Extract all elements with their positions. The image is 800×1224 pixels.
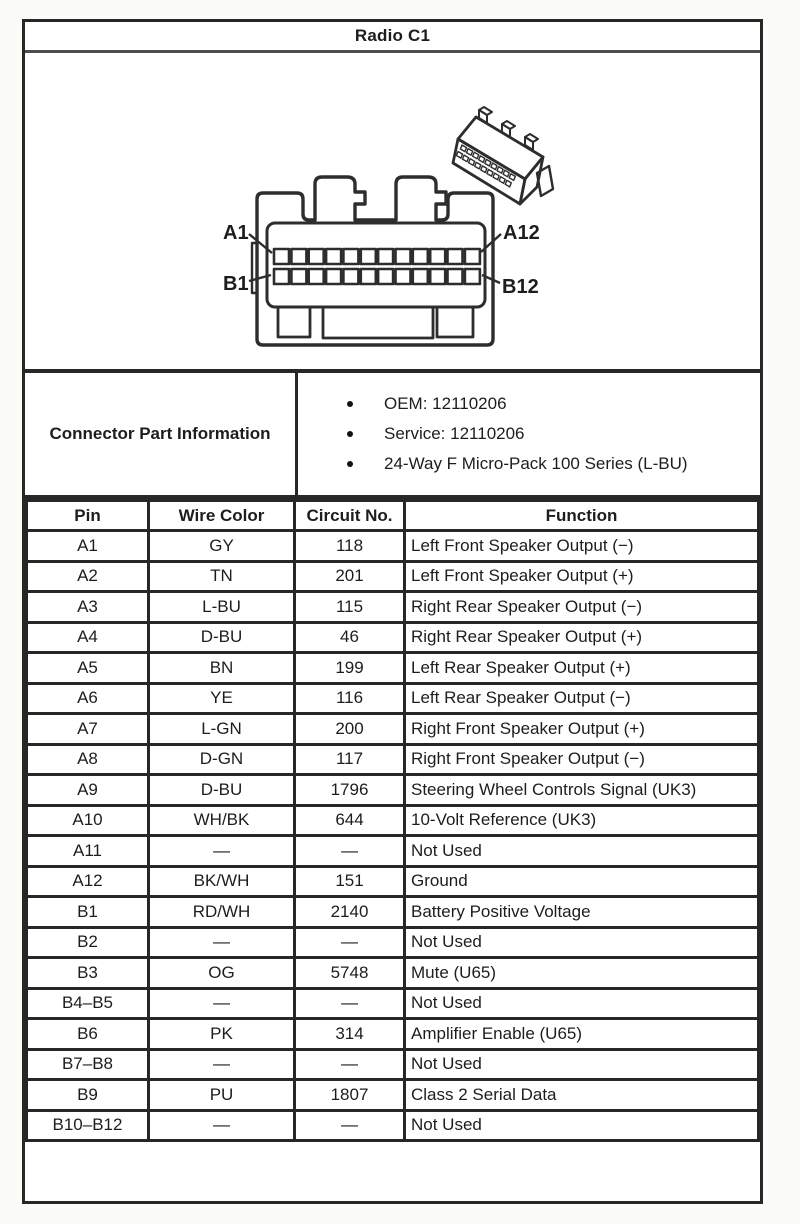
pin-table-cell: Mute (U65) (405, 958, 759, 989)
pin-table-cell: 644 (295, 805, 405, 836)
pin-table-cell: D-BU (149, 622, 295, 653)
connector-front-view-icon (223, 177, 540, 345)
pin-table-row (27, 653, 759, 684)
pin-table-cell: A11 (27, 836, 149, 867)
connector-figure-section (25, 53, 760, 373)
pin-table-row (27, 1110, 759, 1141)
page-title: Radio C1 (354, 26, 431, 45)
pin-table-cell: — (295, 988, 405, 1019)
pin-table-cell: B9 (27, 1080, 149, 1111)
pin-table-row (27, 775, 759, 806)
pin-table-cell: 2140 (295, 897, 405, 928)
pin-table-cell: A1 (27, 531, 149, 562)
pin-table-cell: Left Rear Speaker Output (+) (405, 653, 759, 684)
pin-table-cell: 116 (295, 683, 405, 714)
pin-table-cell: 115 (295, 592, 405, 623)
title-bar (25, 22, 760, 53)
pin-table-cell: Left Front Speaker Output (−) (405, 531, 759, 562)
pin-table-header-row (27, 501, 759, 531)
pin-table-cell: OG (149, 958, 295, 989)
pin-table-cell: 10-Volt Reference (UK3) (405, 805, 759, 836)
header-pin: Pin (27, 501, 149, 531)
pin-table-cell: Battery Positive Voltage (405, 897, 759, 928)
pin-table-cell: Right Front Speaker Output (−) (405, 744, 759, 775)
pin-table-cell: RD/WH (149, 897, 295, 928)
pin-table-row (27, 1080, 759, 1111)
pin-table-cell: Right Rear Speaker Output (+) (405, 622, 759, 653)
pin-table-cell: Steering Wheel Controls Signal (UK3) (405, 775, 759, 806)
pin-table-cell: A10 (27, 805, 149, 836)
pin-table-cell: 201 (295, 561, 405, 592)
pin-table-row (27, 866, 759, 897)
pin-table-cell: B3 (27, 958, 149, 989)
pin-table-cell: — (149, 988, 295, 1019)
header-circuit-no: Circuit No. (295, 501, 405, 531)
pin-label-a12: A12 (503, 222, 540, 244)
pin-table-row (27, 988, 759, 1019)
pin-table-cell: B6 (27, 1019, 149, 1050)
bullet-icon (347, 401, 353, 407)
pin-table-cell: WH/BK (149, 805, 295, 836)
pin-label-b1: B1 (223, 273, 249, 295)
pin-table-cell: L-BU (149, 592, 295, 623)
part-info-item-text: Service: 12110206 (384, 424, 525, 443)
pin-table-row (27, 683, 759, 714)
pin-table-cell: Left Front Speaker Output (+) (405, 561, 759, 592)
pin-table-row (27, 958, 759, 989)
pin-table-cell: — (295, 927, 405, 958)
pin-table-cell: A6 (27, 683, 149, 714)
pin-table-row (27, 1049, 759, 1080)
pin-table-cell: GY (149, 531, 295, 562)
pin-table-cell: B1 (27, 897, 149, 928)
bullet-icon (347, 431, 353, 437)
connector-sheet (22, 19, 763, 1204)
pin-table-cell: 117 (295, 744, 405, 775)
pin-table-cell: 314 (295, 1019, 405, 1050)
pin-table-cell: YE (149, 683, 295, 714)
pin-table-cell: A3 (27, 592, 149, 623)
connector-part-info-label: Connector Part Information (25, 373, 298, 495)
pin-table-cell: 1807 (295, 1080, 405, 1111)
pin-table-cell: B10–B12 (27, 1110, 149, 1141)
connector-part-info-section (25, 373, 760, 499)
pin-table-cell: A4 (27, 622, 149, 653)
pin-table-row (27, 1019, 759, 1050)
pin-table-cell: Not Used (405, 1049, 759, 1080)
part-info-item-text: OEM: 12110206 (384, 394, 507, 413)
pin-table-cell: Left Rear Speaker Output (−) (405, 683, 759, 714)
connector-figure (25, 53, 760, 369)
part-info-item-text: 24-Way F Micro-Pack 100 Series (L-BU) (384, 454, 688, 473)
pin-table-cell: PK (149, 1019, 295, 1050)
pin-table-cell: D-BU (149, 775, 295, 806)
pin-table-cell: Not Used (405, 927, 759, 958)
pin-table-cell: A2 (27, 561, 149, 592)
pin-table-cell: B7–B8 (27, 1049, 149, 1080)
pin-table-cell: A12 (27, 866, 149, 897)
pin-table-cell: B4–B5 (27, 988, 149, 1019)
pin-table-cell: 199 (295, 653, 405, 684)
pin-table-cell: Amplifier Enable (U65) (405, 1019, 759, 1050)
pin-table-cell: TN (149, 561, 295, 592)
pin-table-cell: B2 (27, 927, 149, 958)
pin-table-cell: A8 (27, 744, 149, 775)
bullet-icon (347, 461, 353, 467)
pin-table-wrap (25, 499, 760, 1201)
pin-table-cell: Not Used (405, 1110, 759, 1141)
pin-table-row (27, 531, 759, 562)
pin-table-cell: L-GN (149, 714, 295, 745)
pin-table-row (27, 744, 759, 775)
pin-table-cell: 5748 (295, 958, 405, 989)
pin-table-cell: — (149, 927, 295, 958)
pin-row-b (274, 269, 480, 284)
pin-table-cell: — (149, 1110, 295, 1141)
pin-table-cell: — (295, 1110, 405, 1141)
pin-table-row (27, 897, 759, 928)
pin-table-cell: A7 (27, 714, 149, 745)
pin-table-header (27, 501, 759, 531)
pin-table-row (27, 836, 759, 867)
pin-table-row (27, 561, 759, 592)
pin-table (25, 499, 760, 1142)
pin-table-cell: BN (149, 653, 295, 684)
pin-table-cell: Right Front Speaker Output (+) (405, 714, 759, 745)
pin-label-b12: B12 (502, 276, 539, 298)
pin-table-cell: — (295, 1049, 405, 1080)
part-info-item (347, 454, 760, 474)
pin-table-cell: 151 (295, 866, 405, 897)
pin-table-cell: A9 (27, 775, 149, 806)
pin-table-row (27, 714, 759, 745)
connector-isometric-icon (453, 107, 553, 204)
pin-table-cell: BK/WH (149, 866, 295, 897)
part-info-item (347, 424, 760, 444)
pin-table-cell: — (149, 1049, 295, 1080)
part-info-item (347, 394, 760, 414)
pin-table-cell: Not Used (405, 836, 759, 867)
pin-table-row (27, 805, 759, 836)
pin-table-cell: Right Rear Speaker Output (−) (405, 592, 759, 623)
pin-table-cell: — (149, 836, 295, 867)
pin-row-a (274, 249, 480, 264)
pin-table-body (27, 531, 759, 1141)
pin-table-row (27, 592, 759, 623)
pin-table-cell: — (295, 836, 405, 867)
pin-table-cell: Class 2 Serial Data (405, 1080, 759, 1111)
header-wire-color: Wire Color (149, 501, 295, 531)
pin-table-cell: 200 (295, 714, 405, 745)
pin-table-cell: A5 (27, 653, 149, 684)
pin-table-row (27, 927, 759, 958)
pin-table-cell: 118 (295, 531, 405, 562)
pin-table-cell: Ground (405, 866, 759, 897)
pin-table-cell: Not Used (405, 988, 759, 1019)
pin-table-cell: 46 (295, 622, 405, 653)
pin-table-cell: 1796 (295, 775, 405, 806)
pin-label-a1: A1 (223, 222, 249, 244)
header-function: Function (405, 501, 759, 531)
pin-table-cell: D-GN (149, 744, 295, 775)
connector-part-info-list (298, 373, 760, 495)
pin-table-cell: PU (149, 1080, 295, 1111)
pin-table-row (27, 622, 759, 653)
